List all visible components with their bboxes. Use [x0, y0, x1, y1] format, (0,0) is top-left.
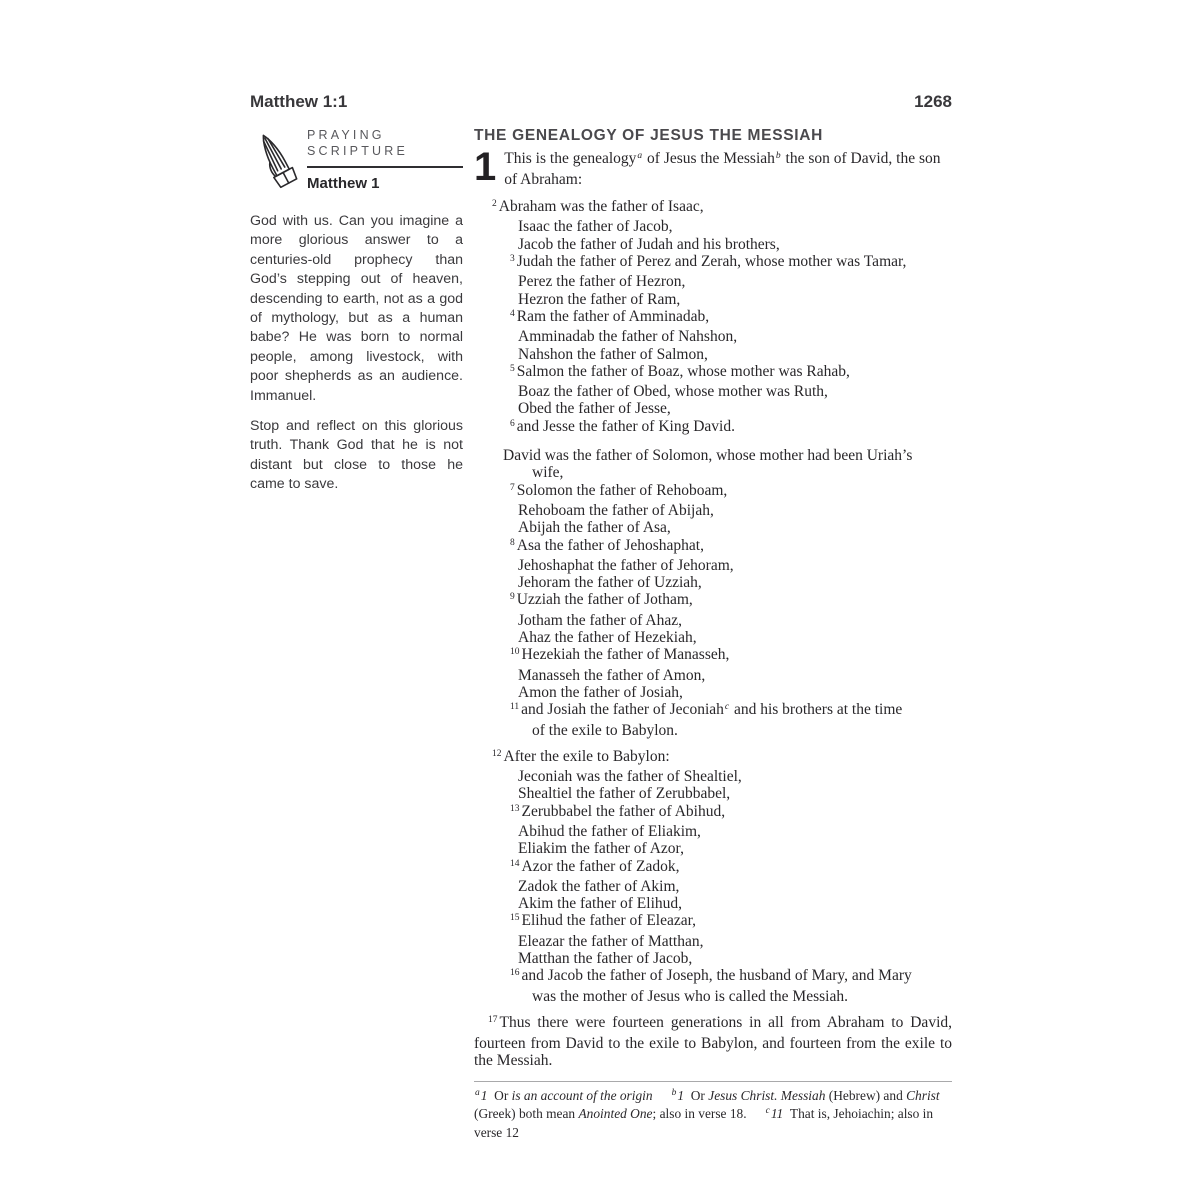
- poetry-line: David was the father of Solomon, whose mother had been Uriah’s: [503, 447, 913, 465]
- poetry-line: $^8$ Asa the father of Jehoshaphat,: [510, 536, 704, 554]
- verse-number: 11: [510, 702, 520, 713]
- poetry-line: $^2$ Abraham was the father of Isaac,: [492, 198, 704, 216]
- genealogy-poem: [474, 198, 952, 1005]
- poetry-line: Manasseh the father of Amon,: [518, 666, 706, 684]
- verse-17-paragraph: $^{17}$ Thus there were fourteen generations in all from Abraham to David, fourteen from David to the exile to Babylon, and fourteen from the exile to the Messiah.: [474, 1013, 952, 1070]
- poetry-line: Akim the father of Elihud,: [518, 895, 682, 913]
- poetry-line: Jehoshaphat the father of Jehoram,: [518, 556, 734, 574]
- poetry-line: Nahshon the father of Salmon,: [518, 345, 708, 363]
- running-head: [250, 92, 952, 112]
- poetry-line: Jacob the father of Judah and his brothers,: [518, 235, 780, 253]
- feature-header: [250, 127, 463, 198]
- poetry-line: $^{10}$ Hezekiah the father of Manasseh,: [510, 646, 730, 664]
- poetry-line: $^{13}$ Zerubbabel the father of Abihud,: [510, 802, 726, 820]
- poetry-line: Shealtiel the father of Zerubbabel,: [518, 785, 731, 803]
- poetry-line: Jeconiah was the father of Shealtiel,: [518, 768, 742, 786]
- verse-number: 13: [510, 803, 520, 814]
- poetry-line: $^{11}$ and Josiah the father of Jeconiah$^c$ and his brothers at the time: [510, 701, 903, 719]
- poetry-line: Matthan the father of Jacob,: [518, 950, 693, 968]
- verse-number: 12: [492, 748, 502, 759]
- poetry-line: Boaz the father of Obed, whose mother was Ruth,: [518, 383, 828, 401]
- running-head-reference: Matthew 1:1: [250, 92, 348, 111]
- praying-hands-icon: [250, 129, 304, 198]
- poetry-line: Amminadab the father of Nahshon,: [518, 328, 738, 346]
- content-row: [250, 127, 952, 1142]
- poetry-line: Abihud the father of Eliakim,: [518, 822, 701, 840]
- poetry-line: was the mother of Jesus who is called the Messiah.: [532, 987, 848, 1005]
- section-heading: THE GENEALOGY OF JESUS THE MESSIAH: [474, 127, 824, 144]
- devotional-text: [250, 212, 463, 495]
- verse-number: 6: [510, 418, 515, 429]
- poetry-line: Obed the father of Jesse,: [518, 400, 671, 418]
- genealogy-stanza: [474, 447, 952, 739]
- poetry-line: Isaac the father of Jacob,: [518, 218, 673, 236]
- poetry-line: $^4$ Ram the father of Amminadab,: [510, 307, 710, 325]
- verse-1-paragraph: [474, 145, 952, 189]
- poetry-line: $^6$ and Jesse the father of King David.: [510, 417, 735, 435]
- devotional-sidebar: [250, 127, 463, 1142]
- genealogy-stanza: [474, 748, 952, 1005]
- poetry-line: $^{14}$ Azor the father of Zadok,: [510, 857, 680, 875]
- feature-text: [307, 127, 463, 192]
- poetry-line: wife,: [532, 464, 564, 482]
- poetry-line: of the exile to Babylon.: [532, 721, 678, 739]
- page-number: 1268: [914, 92, 952, 111]
- chapter-drop-cap: 1: [474, 145, 497, 189]
- verse-number: 14: [510, 858, 520, 869]
- poetry-line: Perez the father of Hezron,: [518, 273, 686, 291]
- poetry-line: $^{12}$ After the exile to Babylon:: [492, 747, 670, 765]
- poetry-line: $^{16}$ and Jacob the father of Joseph, the husband of Mary, and Mary: [510, 967, 912, 985]
- verse-number: 4: [510, 308, 515, 319]
- bible-page: [250, 92, 952, 1142]
- devotional-paragraph: Stop and reflect on this glorious truth. Thank God that he is not distant but close to those he came to save.: [250, 418, 463, 493]
- footnotes: $^a$1 Or is an account of the origin $^b$1 Or Jesus Christ. Messiah (Hebrew) and Christ (Greek) both mean Anointed One; also in verse 18. $^c$11 That is, Jehoiachin; also in verse 12: [474, 1081, 952, 1142]
- verse-number: 15: [510, 913, 520, 924]
- verse-number: 5: [510, 363, 515, 374]
- poetry-line: $^7$ Solomon the father of Rehoboam,: [510, 481, 728, 499]
- poetry-line: Amon the father of Josiah,: [518, 683, 683, 701]
- poetry-line: Ahaz the father of Hezekiah,: [518, 629, 697, 647]
- verse-number: 16: [510, 968, 520, 979]
- devotional-paragraph: God with us. Can you imagine a more glorious answer to a centuries-old prophecy than God’s stepping out of heaven, descending to earth, not as a god of mythology, but as a human babe? He was born to normal people, among livestock, with poor shepherds as an audience. Immanuel.: [250, 213, 463, 404]
- verse-number: 9: [510, 592, 515, 603]
- poetry-line: $^{15}$ Elihud the father of Eleazar,: [510, 912, 697, 930]
- poetry-line: Abijah the father of Asa,: [518, 519, 671, 537]
- feature-label-line1: PRAYING: [307, 128, 385, 142]
- feature-divider: [307, 166, 463, 168]
- verse-number: 2: [492, 199, 497, 210]
- verse-number: 3: [510, 254, 515, 265]
- verse-number: 7: [510, 482, 515, 493]
- poetry-line: Rehoboam the father of Abijah,: [518, 501, 714, 519]
- verse-1-text: This is the genealogy$^a$ of Jesus the Messiah$^b$ the son of David, the son of Abraham:: [504, 150, 941, 188]
- scripture-column: [474, 127, 952, 1142]
- poetry-line: $^5$ Salmon the father of Boaz, whose mother was Rahab,: [510, 362, 850, 380]
- poetry-line: Jotham the father of Ahaz,: [518, 611, 682, 629]
- poetry-line: Eleazar the father of Matthan,: [518, 932, 704, 950]
- poetry-line: Zadok the father of Akim,: [518, 877, 680, 895]
- feature-label-line2: SCRIPTURE: [307, 144, 409, 158]
- verse-number: 8: [510, 537, 515, 548]
- poetry-line: Hezron the father of Ram,: [518, 290, 681, 308]
- poetry-line: $^9$ Uzziah the father of Jotham,: [510, 591, 693, 609]
- feature-label: [307, 127, 463, 159]
- genealogy-stanza: [474, 198, 952, 438]
- poetry-line: Jehoram the father of Uzziah,: [518, 574, 702, 592]
- poetry-line: $^3$ Judah the father of Perez and Zerah, whose mother was Tamar,: [510, 253, 907, 271]
- sidebar-reference: Matthew 1: [307, 175, 380, 192]
- poetry-line: Eliakim the father of Azor,: [518, 840, 684, 858]
- verse-number: 10: [510, 647, 520, 658]
